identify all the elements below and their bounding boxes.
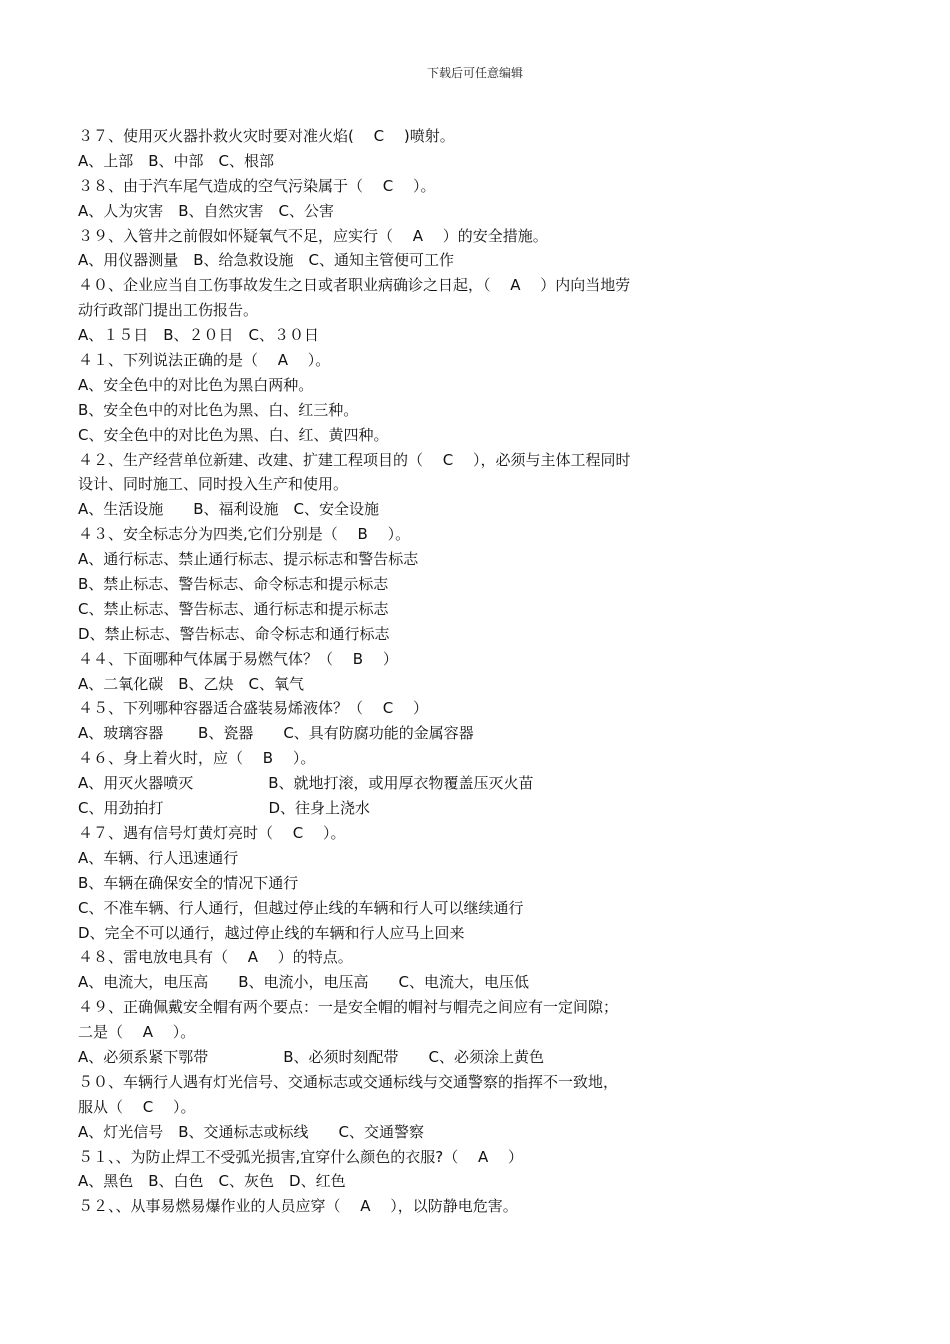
text-line: D、完全不可以通行，越过停止线的车辆和行人应马上回来 (78, 923, 465, 942)
text-line: 服从（ C ）。 (78, 1097, 196, 1116)
text-line: A、用仪器测量 B、给急救设施 C、通知主管便可工作 (78, 251, 455, 270)
text-line: ４６、身上着火时，应（ B ）。 (78, 749, 316, 768)
text-line: ３９、入管井之前假如怀疑氧气不足，应实行（ A ）的安全措施。 (78, 226, 548, 245)
text-line: A、生活设施 B、福利设施 C、安全设施 (78, 500, 380, 519)
text-line: ４２、生产经营单位新建、改建、扩建工程项目的（ C ），必须与主体工程同时 (78, 450, 631, 469)
text-line: ４７、遇有信号灯黄灯亮时（ C ）。 (78, 823, 346, 842)
text-line: D、禁止标志、警告标志、命令标志和通行标志 (78, 624, 390, 643)
text-line: ４３、安全标志分为四类,它们分别是（ B ）。 (78, 525, 411, 544)
text-line: C、安全色中的对比色为黑、白、红、黄四种。 (78, 425, 389, 444)
text-line: ４８、雷电放电具有（ A ）的特点。 (78, 948, 353, 967)
text-line: B、禁止标志、警告标志、命令标志和提示标志 (78, 575, 389, 594)
text-line: ３８、由于汽车尾气造成的空气污染属于（ C ）。 (78, 176, 436, 195)
text-line: ５１、、为防止焊工不受弧光损害,宜穿什么颜色的衣服?（ A ） (78, 1147, 524, 1166)
text-line: A、通行标志、禁止通行标志、提示标志和警告标志 (78, 550, 419, 569)
text-line: A、电流大，电压高 B、电流小，电压高 C、电流大，电压低 (78, 973, 530, 992)
text-line: B、车辆在确保安全的情况下通行 (78, 873, 299, 892)
text-line: A、１５日 B、２０日 C、３０日 (78, 326, 320, 345)
text-line: ４０、企业应当自工伤事故发生之日或者职业病确诊之日起，（ A ）内向当地劳 (78, 276, 631, 295)
text-line: A、必须系紧下鄂带 B、必须时刻配带 C、必须涂上黄色 (78, 1047, 545, 1066)
question-list (78, 124, 718, 1219)
text-line: C、不准车辆、行人通行，但越过停止线的车辆和行人可以继续通行 (78, 898, 524, 917)
page-header: 下载后可任意编辑 (426, 66, 523, 80)
text-line: A、玻璃容器 B、瓷器 C、具有防腐功能的金属容器 (78, 724, 474, 743)
text-line: ４１、下列说法正确的是（ A ）。 (78, 351, 331, 370)
text-line: ４９、正确佩戴安全帽有两个要点：一是安全帽的帽衬与帽壳之间应有一定间隙； (78, 998, 619, 1017)
text-line: ３７、使用灭火器扑救火灾时要对准火焰( C )喷射。 (78, 127, 455, 145)
text-line: B、安全色中的对比色为黑、白、红三种。 (78, 400, 359, 419)
text-line: A、黑色 B、白色 C、灰色 D、红色 (78, 1172, 346, 1191)
text-line: ４５、下列哪种容器适合盛装易烯液体？（ C ） (78, 699, 429, 718)
text-line: A、人为灾害 B、自然灾害 C、公害 (78, 201, 335, 220)
text-line: C、用劲拍打 D、往身上浇水 (78, 799, 371, 818)
text-line: 设计、同时施工、同时投入生产和使用。 (78, 475, 349, 494)
text-line: ４４、下面哪种气体属于易燃气体？（ B ） (78, 649, 398, 668)
text-line: C、禁止标志、警告标志、通行标志和提示标志 (78, 599, 389, 618)
text-line: A、二氧化碳 B、乙炔 C、氧气 (78, 674, 305, 693)
text-line: A、灯光信号 B、交通标志或标线 C、交通警察 (78, 1122, 425, 1141)
text-line: A、安全色中的对比色为黑白两种。 (78, 375, 314, 394)
text-line: 动行政部门提出工伤报告。 (78, 301, 259, 320)
text-line: A、车辆、行人迅速通行 (78, 848, 239, 867)
text-line: A、用灭火器喷灭 B、就地打滚，或用厚衣物覆盖压灭火苗 (78, 774, 534, 793)
text-line: A、上部 B、中部 C、根部 (78, 151, 275, 170)
text-line: ５０、车辆行人遇有灯光信号、交通标志或交通标线与交通警察的指挥不一致地， (78, 1072, 619, 1091)
text-line: 二是（ A ）。 (78, 1023, 196, 1042)
text-line: ５２、、从事易燃易爆作业的人员应穿（ A ），以防静电危害。 (78, 1197, 518, 1216)
